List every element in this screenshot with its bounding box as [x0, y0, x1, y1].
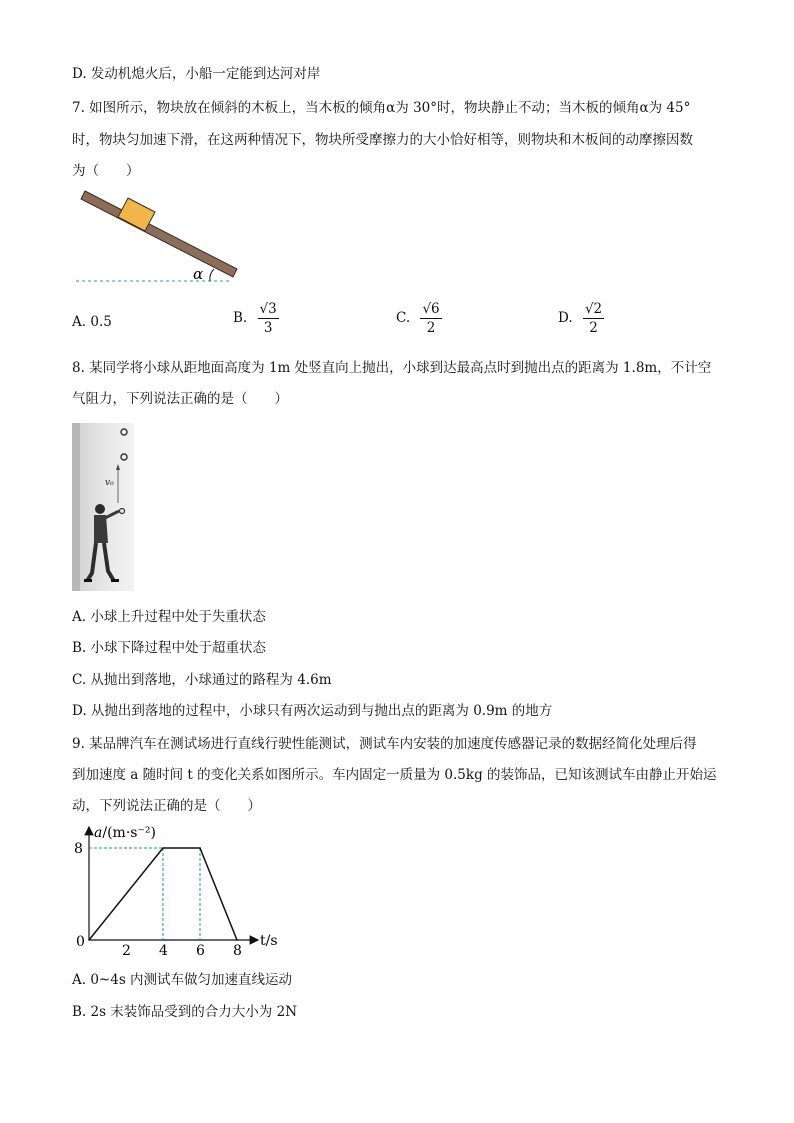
q7-option-b-fraction: $\frac{√3}{3}$: [259, 301, 277, 336]
boy-throwing-ball-photo: [72, 423, 134, 591]
x-axis-label: t/s: [260, 933, 278, 949]
data-point: [88, 939, 90, 941]
q7-option-b[interactable]: [233, 300, 279, 337]
angle-alpha-label: α: [193, 265, 204, 283]
x-tick-label: 6: [196, 943, 205, 958]
q9-option-b[interactable]: B. 2s 末装饰品受到的合力大小为 2N: [72, 1004, 298, 1020]
origin-label: 0: [76, 934, 85, 950]
q9-stem-line1: 9. 某品牌汽车在测试场进行直线行驶性能测试，测试车内安装的加速度传感器记录的数据经简化处理后得: [72, 736, 697, 752]
acceleration-time-chart: [72, 823, 292, 958]
q8-stem-line2: 气阻力，下列说法正确的是（ ）: [72, 391, 288, 407]
q7-stem-line3: 为（ ）: [72, 163, 140, 179]
wooden-board: [81, 191, 237, 277]
q9-stem-line2: 到加速度 a 随时间 t 的变化关系如图所示。车内固定一质量为 0.5kg 的装饰品，已知该测试车由静止开始运: [72, 767, 717, 783]
q8-option-b[interactable]: B. 小球下降过程中处于超重状态: [72, 640, 267, 656]
q7-option-c[interactable]: [396, 300, 442, 337]
q7-stem-line2: 时，物块匀加速下滑，在这两种情况下，物块所受摩擦力的大小恰好相等，则物块和木板间的动摩擦因数: [72, 132, 693, 148]
v0-label: v₀: [105, 478, 114, 488]
q7-option-d[interactable]: [558, 300, 604, 337]
boy-head: [95, 504, 105, 514]
y-axis-label: a/(m·s⁻²): [94, 825, 156, 841]
q7-option-a[interactable]: A. 0.5: [72, 314, 112, 330]
prev-option-d: D. 发动机熄火后，小船一定能到达河对岸: [72, 66, 321, 82]
q7-stem-line1: 7. 如图所示，物块放在倾斜的木板上，当木板的倾角α为 30°时，物块静止不动；当木板的倾角α为 45°: [72, 100, 691, 116]
q8-option-d[interactable]: D. 从抛出到落地的过程中，小球只有两次运动到与抛出点的距离为 0.9m 的地方: [72, 703, 553, 719]
q7-option-d-prefix: D.: [558, 310, 573, 326]
x-tick-label: 8: [233, 943, 242, 958]
data-point: [199, 847, 201, 849]
q7-option-c-fraction: $\frac{√6}{2}$: [422, 301, 440, 336]
incline-figure: [72, 185, 252, 290]
q8-option-a[interactable]: A. 小球上升过程中处于失重状态: [72, 609, 266, 625]
q8-option-c[interactable]: C. 从抛出到落地，小球通过的路程为 4.6m: [72, 672, 332, 688]
q7-option-d-fraction: $\frac{√2}{2}$: [584, 301, 603, 336]
q8-stem-line1: 8. 某同学将小球从距地面高度为 1m 处竖直向上抛出，小球到达最高点时到抛出点的距离为 1.8m，不计空: [72, 360, 712, 376]
x-tick-label: 2: [122, 943, 131, 958]
q9-stem-line3: 动，下列说法正确的是（ ）: [72, 798, 261, 814]
x-tick-label: 4: [159, 943, 168, 958]
q7-option-b-prefix: B.: [233, 310, 248, 326]
angle-arc: [210, 269, 214, 281]
q7-option-c-prefix: C.: [396, 310, 411, 326]
q9-option-a[interactable]: A. 0~4s 内测试车做匀加速直线运动: [72, 972, 293, 988]
data-point: [162, 847, 164, 849]
data-point: [236, 939, 238, 941]
y-tick-label: 8: [74, 841, 83, 857]
